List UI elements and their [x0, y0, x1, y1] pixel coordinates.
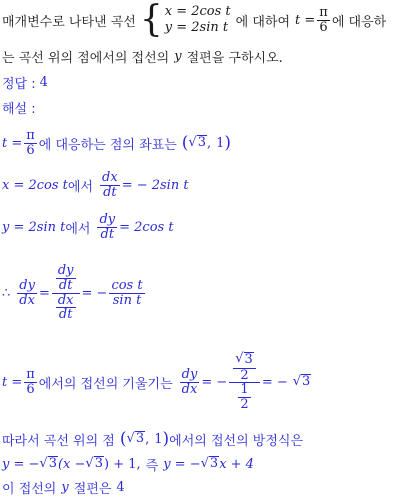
- step6-open-paren: (: [119, 429, 127, 449]
- solution-step-4: [2, 254, 147, 332]
- step4-dydx: [17, 279, 37, 307]
- step6-sqrt: √ 3: [126, 431, 145, 447]
- problem-t: t =: [295, 12, 316, 28]
- problem-fraction: [317, 6, 330, 34]
- step7-paren-close: ) + 1,: [104, 456, 141, 472]
- step5-dy: dy: [181, 366, 198, 382]
- step7-sqrt-2: √ 3: [85, 456, 103, 472]
- solution-step-5: [2, 340, 311, 424]
- step5-dx: dx: [181, 381, 198, 397]
- step4-inner-dx: dx: [57, 292, 74, 308]
- step1-close-paren: ): [224, 133, 232, 153]
- step2-text: 에서: [67, 179, 94, 195]
- step3-dt: dt: [100, 226, 115, 242]
- step5-result-sqrt: √ 3: [292, 374, 311, 390]
- step7-lhs: y = −: [2, 456, 40, 472]
- problem-mid: 에 대하여: [235, 14, 291, 30]
- solution-step-1: [2, 126, 231, 160]
- step6-close-paren: ): [162, 429, 170, 449]
- step7-sqrt-arg-3: 3: [209, 456, 219, 472]
- step4-cos: cos t: [111, 277, 143, 293]
- step3-text: 에서: [65, 221, 91, 237]
- step4-equals: =: [38, 285, 50, 301]
- step6-text-a: 따라서 곡선 위의 점: [2, 433, 115, 449]
- step5-compound-num: [229, 352, 260, 383]
- step5-sqrt-arg: 3: [244, 352, 253, 368]
- step5-sqrt: √ 3: [235, 351, 253, 368]
- solution-step-3: [2, 210, 174, 244]
- therefore-symbol: ∴: [2, 285, 11, 301]
- step1-open-paren: (: [181, 133, 189, 153]
- step4-compound-den: [52, 294, 80, 322]
- system-brace: {: [139, 0, 163, 40]
- step5-result-sqrt-arg: 3: [302, 374, 311, 390]
- step1-fraction: [24, 129, 37, 157]
- step5-frac-num: π: [26, 366, 35, 382]
- step2-x-eq: x = 2cos t: [2, 177, 68, 193]
- solution-step-2: [2, 168, 189, 202]
- step2-derivative: [100, 171, 120, 199]
- step4-neg-equals: = −: [81, 285, 108, 301]
- step7-sqrt-arg-1: 3: [48, 456, 57, 472]
- step1-sqrt-arg: 3: [197, 135, 206, 151]
- step6-one: 1: [154, 431, 163, 447]
- step5-inner-two-b: 2: [240, 396, 249, 412]
- step1-sqrt: √ 3: [188, 135, 206, 151]
- step6-sqrt-arg: 3: [135, 431, 145, 447]
- step7-final: x + 4: [219, 456, 254, 472]
- solution-label-text: 해설 :: [2, 101, 36, 117]
- step8-value: 4: [116, 479, 125, 495]
- answer-value: 4: [39, 74, 48, 90]
- step3-derivative: [97, 213, 117, 241]
- step5-inner-top: [233, 352, 256, 382]
- equation-x: x = 2cos t: [164, 4, 231, 20]
- step6-text-b: 에서의 접선의 방정식은: [169, 433, 304, 449]
- step6-comma: ,: [145, 431, 150, 447]
- solution-step-7: [2, 453, 254, 475]
- problem-lead: 매개변수로 나타낸 곡선: [2, 14, 136, 30]
- step5-t: t =: [2, 374, 23, 390]
- step1-one: 1: [216, 135, 225, 151]
- step3-y-eq: y = 2sin t: [2, 219, 66, 235]
- step1-text: 에 대응하는 점의 좌표는: [38, 137, 177, 153]
- solution-label: [2, 97, 36, 117]
- fraction-denominator: 6: [319, 19, 328, 35]
- step5-neg-equals: = −: [201, 374, 228, 390]
- step3-result: = 2cos t: [119, 219, 174, 235]
- step5-compound-den: [234, 383, 254, 411]
- step5-dydx: [180, 368, 200, 396]
- step8-y-var: y: [61, 479, 69, 495]
- step4-dx: dx: [19, 292, 35, 308]
- step7-paren-open: (x −: [57, 456, 86, 472]
- solution-step-8: [2, 477, 125, 497]
- step2-result: = − 2sin t: [121, 177, 189, 193]
- answer-line: [2, 72, 48, 92]
- step5-inner-one: 1: [240, 382, 249, 398]
- step5-result-neg: = −: [261, 374, 288, 390]
- step5-fraction: [24, 368, 37, 396]
- answer-label: 정답 :: [2, 76, 36, 92]
- step5-inner-bottom: [238, 383, 250, 411]
- step7-rhs: y = −: [163, 456, 201, 472]
- step7-sqrt-1: √ 3: [39, 456, 57, 472]
- step7-sqrt-3: √ 3: [200, 456, 219, 472]
- step4-inner-dt2: dt: [58, 307, 73, 323]
- step4-sin: sin t: [112, 292, 142, 308]
- step4-inner-bottom: [56, 294, 76, 322]
- solution-step-6: [2, 428, 303, 450]
- step7-namely: 즉: [145, 458, 159, 474]
- step1-frac-num: π: [26, 127, 35, 143]
- problem-line-2: [2, 46, 283, 66]
- step7-sqrt-arg-2: 3: [94, 456, 103, 472]
- step4-trig-fraction: [109, 279, 144, 307]
- step4-dy: dy: [19, 277, 35, 293]
- step5-text: 에서의 접선의 기울기는: [38, 376, 173, 392]
- step1-t: t =: [2, 135, 23, 151]
- step5-frac-den: 6: [26, 381, 35, 397]
- step5-inner-two: 2: [240, 367, 249, 383]
- step2-dt: dt: [103, 184, 117, 200]
- step2-dx: dx: [102, 169, 118, 185]
- step8-text-b: 절편은: [73, 481, 112, 497]
- step1-comma: ,: [207, 135, 212, 151]
- step4-inner-dy: dy: [57, 263, 74, 279]
- fraction-numerator: π: [319, 4, 328, 20]
- step5-compound-fraction: [229, 352, 260, 411]
- step4-compound-fraction: [52, 264, 80, 322]
- equation-y: y = 2sin t: [164, 20, 229, 35]
- step4-inner-top: [56, 264, 76, 292]
- step8-text-a: 이 접선의: [2, 481, 57, 497]
- step1-frac-den: 6: [26, 142, 35, 158]
- problem-line2-tail: 절편을 구하시오.: [186, 50, 283, 66]
- step3-dy: dy: [99, 211, 116, 227]
- step4-compound-num: [52, 264, 80, 293]
- problem-line-1: [2, 2, 386, 38]
- step4-inner-dt1: dt: [58, 277, 73, 293]
- problem-tail: 에 대응하: [331, 14, 387, 30]
- equation-system: [165, 4, 231, 35]
- problem-y-var: y: [174, 48, 182, 64]
- problem-line2-text: 는 곡선 위의 점에서의 접선의: [2, 50, 170, 66]
